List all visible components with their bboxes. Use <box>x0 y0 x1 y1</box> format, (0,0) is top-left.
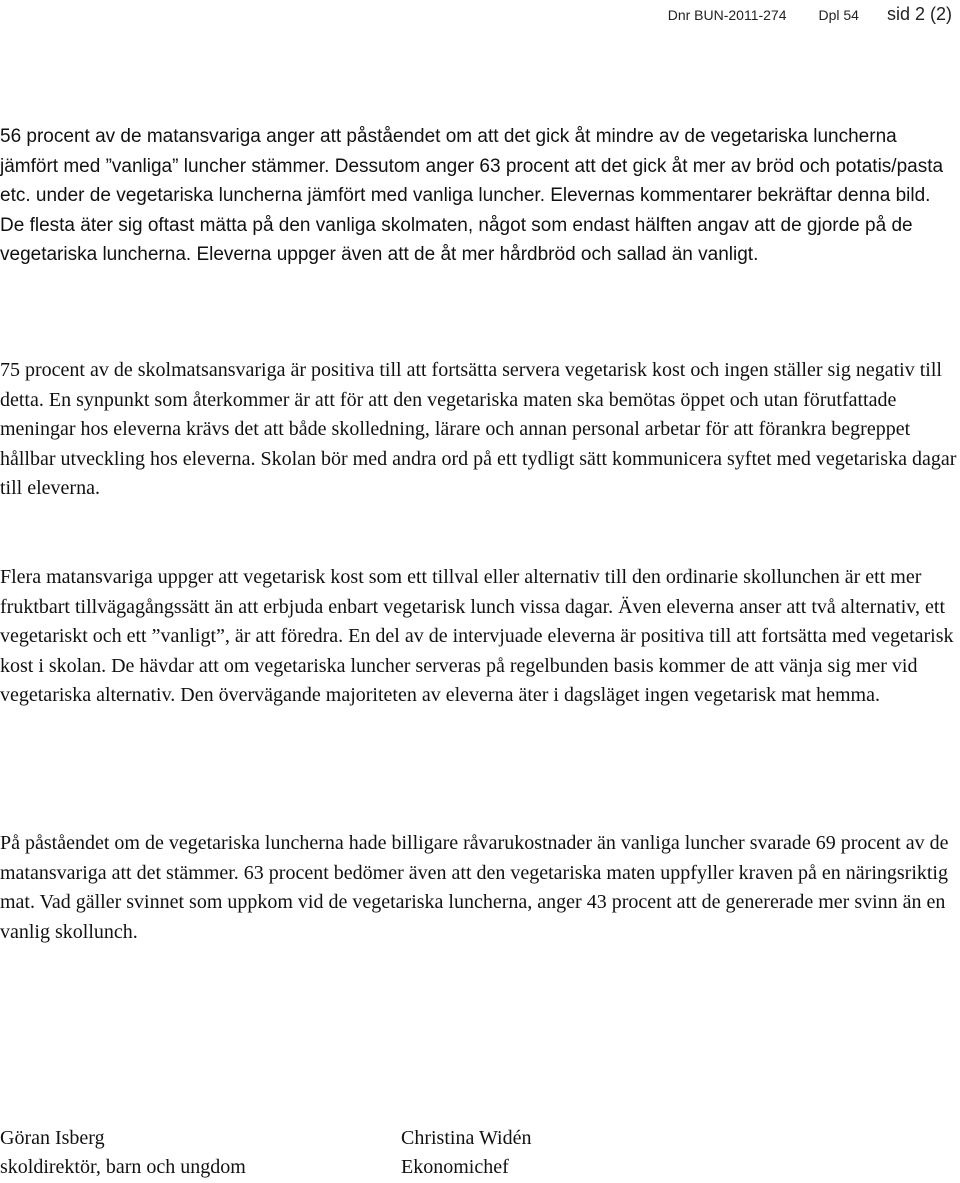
case-number: Dnr BUN-2011-274 <box>667 7 787 23</box>
paragraph-food-consumption: 56 procent av de matansvariga anger att påståendet om att det gick åt mindre av de vegetariska luncherna jämfört med ”vanliga” luncher stämmer. Dessutom anger 63 procent att det gick åt mer av bröd och potatis/pasta etc. under de vegetariska luncherna jämfört med vanliga luncher. Elevernas kommentarer bekräftar denna bild. De flesta äter sig oftast mätta på den vanliga skolmaten, något som endast hälften angav att de gjorde på de vegetariska luncherna. Eleverna uppger även att de åt mer hårdbröd och sallad än vanligt. <box>0 126 944 265</box>
signatory-name: Christina Widén <box>401 1127 532 1149</box>
signatory-title: Ekonomichef <box>401 1156 509 1178</box>
page-number: sid 2 (2) <box>886 4 952 24</box>
signatory-name: Göran Isberg <box>0 1127 105 1149</box>
signature-block-left <box>0 1124 246 1182</box>
paragraph-alternatives: Flera matansvariga uppger att vegetarisk kost som ett tillval eller alternativ till den ordinarie skollunchen är ett mer fruktbart tillvägagångssätt än att erbjuda enbart vegetarisk lunch vissa dagar. Även eleverna anser att två alternativ, ett vegetariskt och ett ”vanligt”, är att föredra. En del av de intervjuade eleverna är positiva till att fortsätta med vegetarisk kost i skolan. De hävdar att om vegetariska luncher serveras på regelbunden basis kommer de att vänja sig mer vid vegetariska alternativ. Den övervägande majoriteten av eleverna äter i dagsläget ingen vegetarisk mat hemma. <box>0 566 954 706</box>
document-paragraph-number: Dpl 54 <box>818 7 859 23</box>
signature-block-right <box>401 1124 531 1182</box>
paragraph-staff-attitude: 75 procent av de skolmatsansvariga är positiva till att fortsätta servera vegetarisk kost och ingen ställer sig negativ till detta. En synpunkt som återkommer är att för att den vegetariska maten ska bemötas öppet och utan förutfattade meningar hos eleverna krävs det att både skolledning, lärare och annan personal arbetar för att förankra begreppet hållbar utveckling hos eleverna. Skolan bör med andra ord på ett tydligt sätt kommunicera syftet med vegetariska dagar till eleverna. <box>0 359 957 499</box>
paragraph-costs-waste: På påståendet om de vegetariska luncherna hade billigare råvarukostnader än vanliga luncher svarade 69 procent av de matansvariga att det stämmer. 63 procent bedömer även att den vegetariska maten uppfyller kraven på en näringsriktig mat. Vad gäller svinnet som uppkom vid de vegetariska luncherna, anger 43 procent att de genererade mer svinn än en vanlig skollunch. <box>0 832 949 943</box>
document-header <box>668 4 952 25</box>
signatory-title: skoldirektör, barn och ungdom <box>0 1156 246 1178</box>
